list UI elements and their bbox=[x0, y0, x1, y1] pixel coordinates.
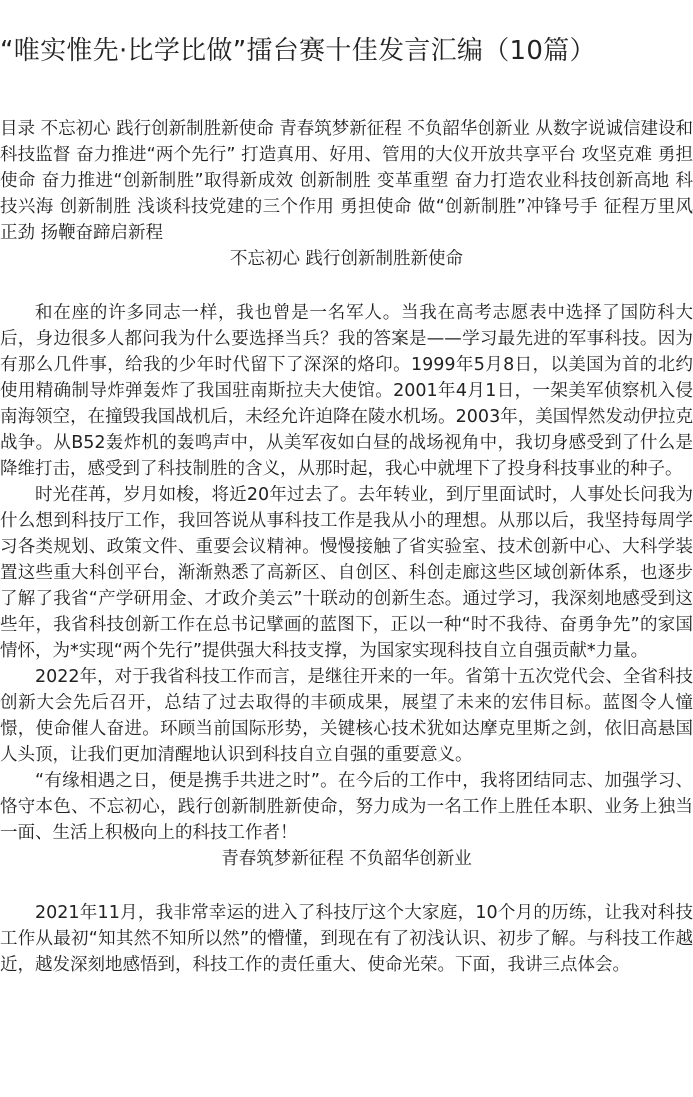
section-title-2: 青春筑梦新征程 不负韶华创新业 bbox=[221, 849, 472, 869]
paragraph: 2022年，对于我省科技工作而言，是继往开来的一年。省第十五次党代会、全省科技创新大会先后召开，总结了过去取得的丰硕成果，展望了未来的宏伟目标。蓝图令人憧憬，使命催人奋进。环顾当前国际形势，关键核心技术犹如达摩克里斯之剑，依旧高悬国人头顶，让我们更加清醒地认识到科技自立自强的重要意义。 bbox=[0, 667, 693, 765]
paragraph: 和在座的许多同志一样，我也曾是一名军人。当我在高考志愿表中选择了国防科大后，身边很多人都问我为什么要选择当兵？我的答案是——学习最先进的军事科技。因为有那么几件事，给我的少年时代留下了深深的烙印。1999年5月8日，以美国为首的北约使用精确制导炸弹轰炸了我国驻南斯拉夫大使馆。2001年4月1日，一架美军侦察机入侵南海领空，在撞毁我国战机后，未经允许迫降在陵水机场。2003年，美国悍然发动伊拉克战争。从B52轰炸机的轰鸣声中，从美军夜如白昼的战场视角中，我切身感受到了什么是降维打击，感受到了科技制胜的含义，从那时起，我心中就埋下了投身科技事业的种子。 bbox=[0, 303, 693, 479]
section-title-1: 不忘初心 践行创新制胜新使命 bbox=[229, 249, 464, 269]
section-1-body bbox=[0, 300, 693, 978]
table-of-contents bbox=[0, 116, 693, 272]
toc-text: 目录 不忘初心 践行创新制胜新使命 青春筑梦新征程 不负韶华创新业 从数字说诚信建设和科技监督 奋力推进“两个先行” 打造真用、好用、管用的大仪开放共享平台 攻坚克难 勇担使命 奋力推进“创新制胜”取得新成效 创新制胜 变革重塑 奋力打造农业科技创新高地 科技兴海 创新制胜 浅谈科技党建的三个作用 勇担使命 做“创新制胜”冲锋号手 征程万里风正劲 扬鞭奋蹄启新程 bbox=[0, 119, 693, 243]
document-title: “唯实惟先·比学比做”擂台赛十佳发言汇编（10篇） bbox=[0, 36, 596, 66]
paragraph: 时光荏苒，岁月如梭，将近20年过去了。去年转业，到厅里面试时，人事处长问我为什么想到科技厅工作，我回答说从事科技工作是我从小的理想。从那以后，我坚持每周学习各类规划、政策文件、重要会议精神。慢慢接触了省实验室、技术创新中心、大科学装置这些重大科创平台，渐渐熟悉了高新区、自创区、科创走廊这些区域创新体系，也逐步了解了我省“产学研用金、才政介美云”十联动的创新生态。通过学习，我深刻地感受到这些年，我省科技创新工作在总书记擘画的蓝图下，正以一种“时不我待、奋勇争先”的家国情怀，为*实现“两个先行”提供强大科技支撑，为国家实现科技自立自强贡献*力量。 bbox=[0, 485, 693, 661]
paragraph: “有缘相遇之日，便是携手共进之时”。在今后的工作中，我将团结同志、加强学习、恪守本色、不忘初心，践行创新制胜新使命，努力成为一名工作上胜任本职、业务上独当一面、生活上积极向上的科技工作者！ bbox=[0, 771, 693, 843]
paragraph: 2021年11月，我非常幸运的进入了科技厅这个大家庭，10个月的历练，让我对科技工作从最初“知其然不知所以然”的懵懂，到现在有了初浅认识、初步了解。与科技工作越近，越发深刻地感悟到，科技工作的责任重大、使命光荣。下面，我讲三点体会。 bbox=[0, 903, 693, 975]
